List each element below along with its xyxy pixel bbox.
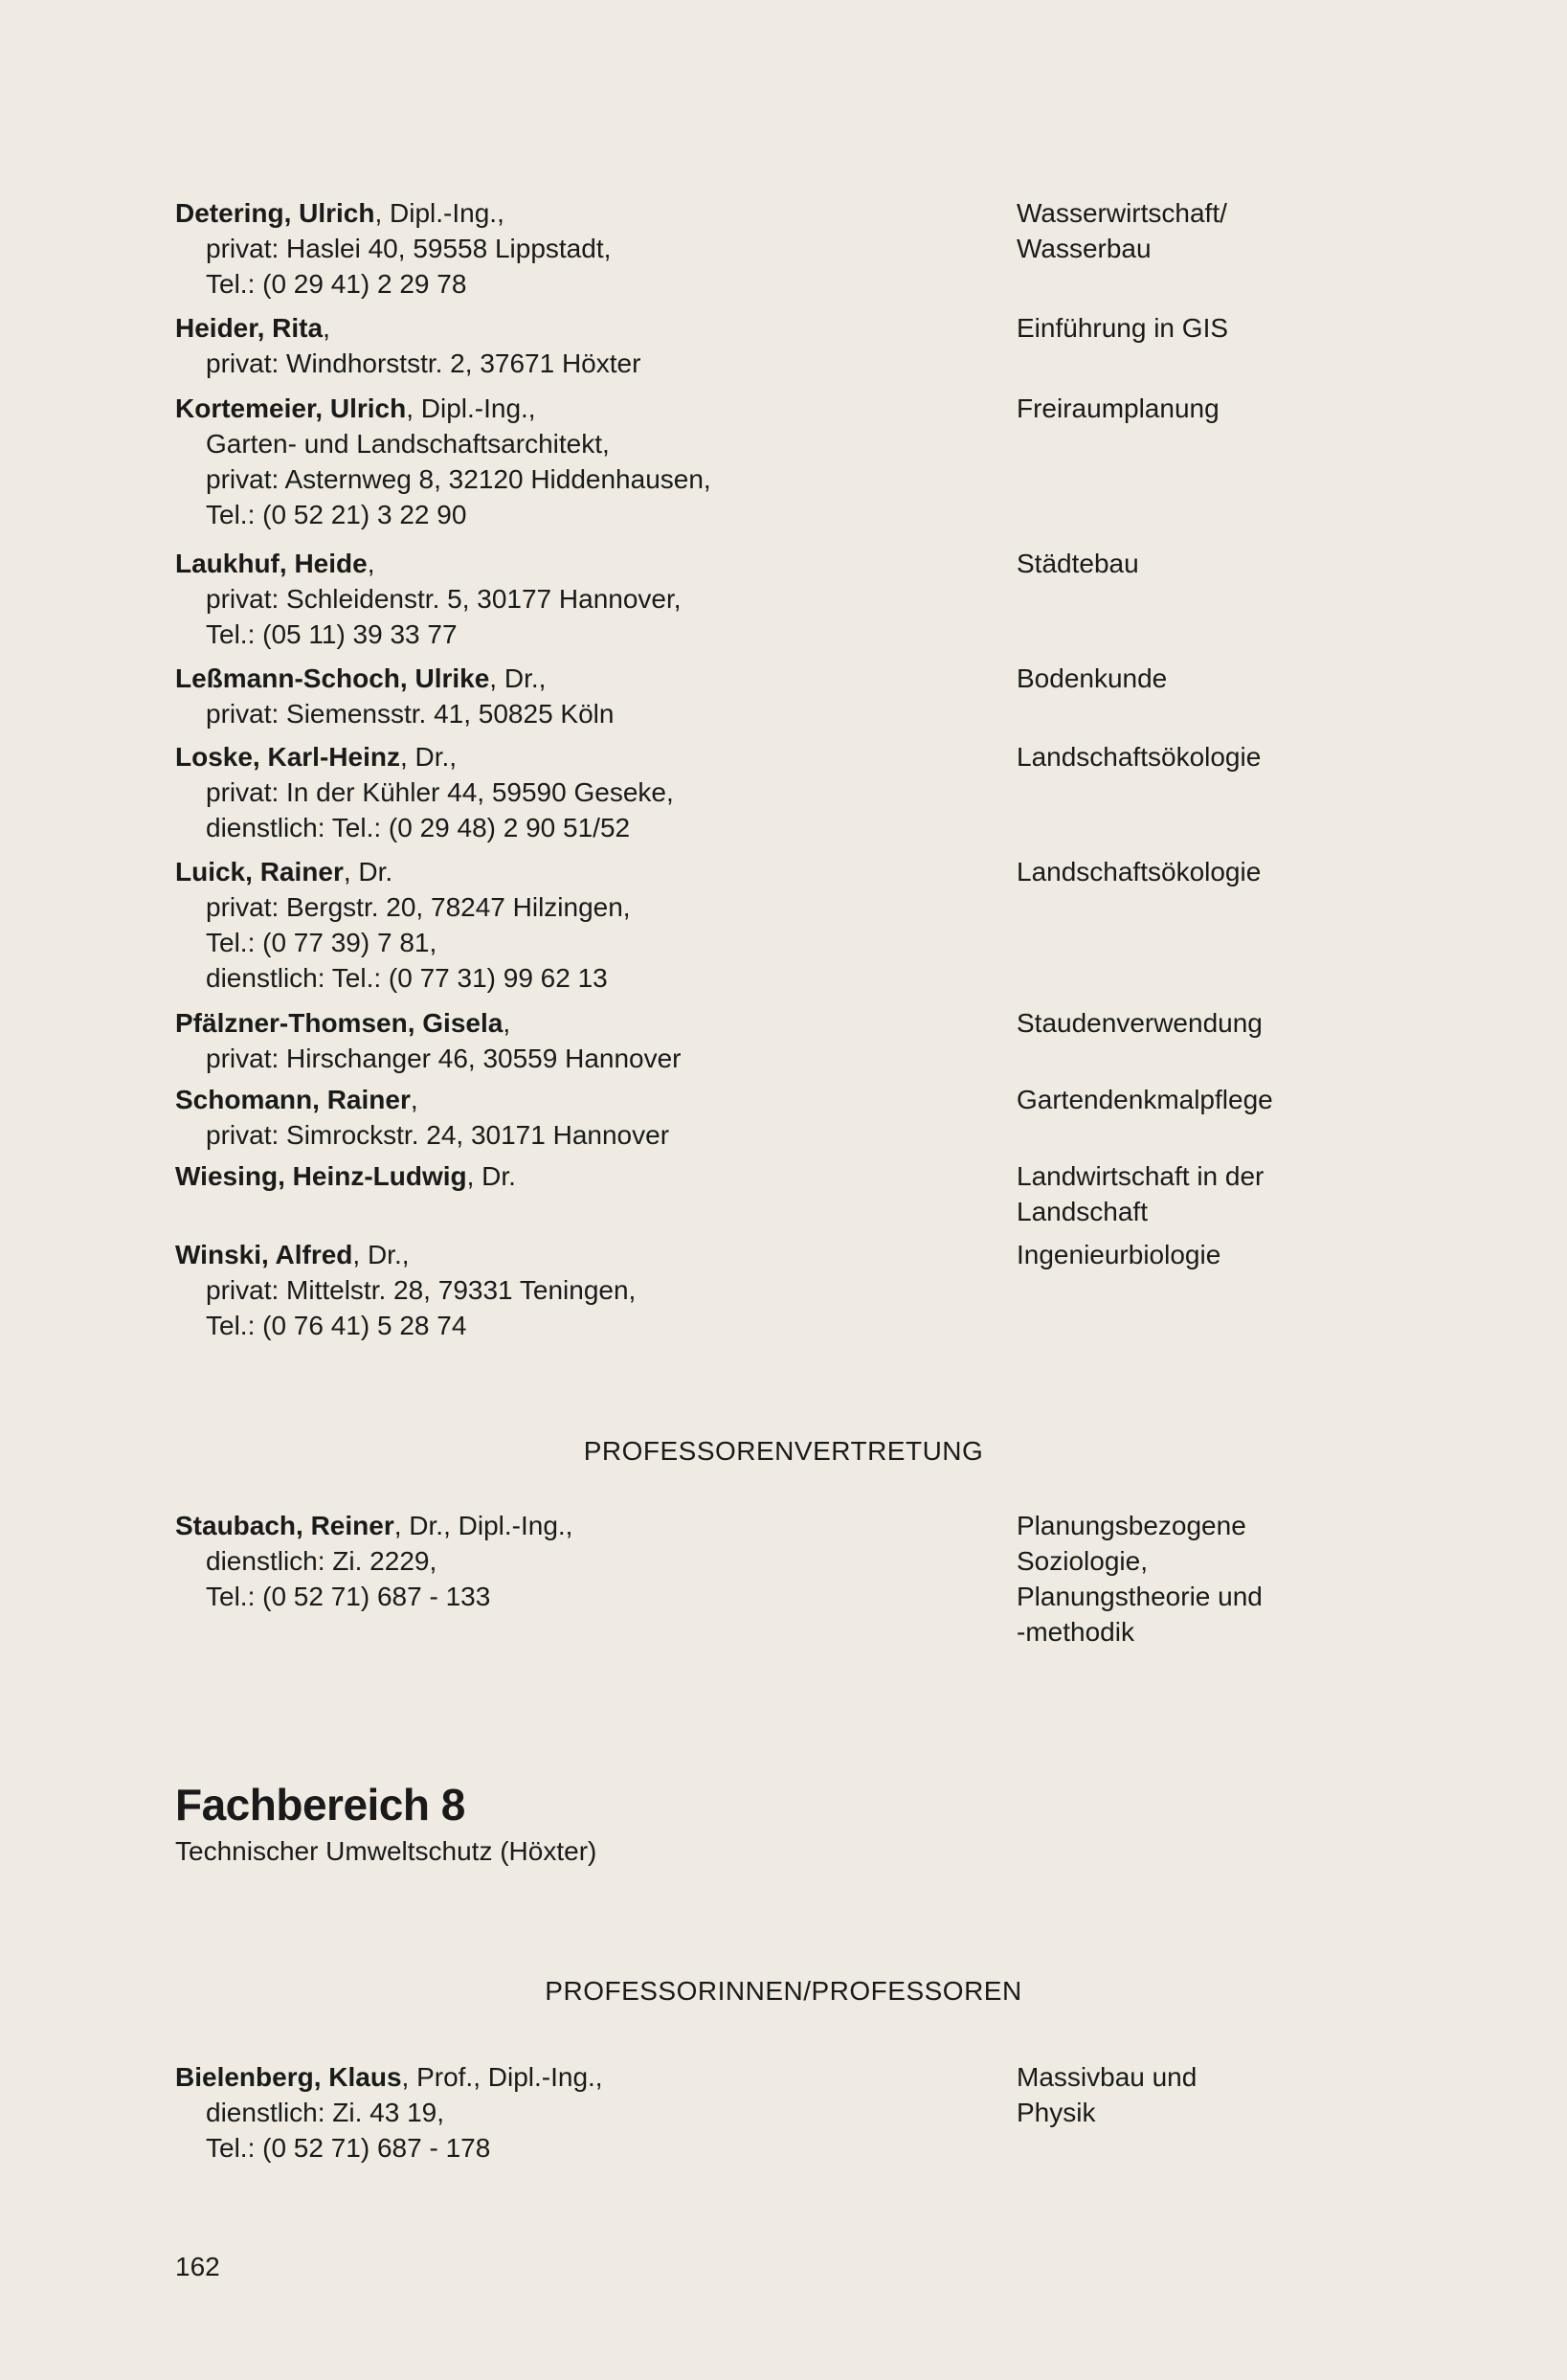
subject-line: Landschaftsökologie <box>1017 742 1262 772</box>
entry-detail-line: privat: Hirschanger 46, 30559 Hannover <box>206 1044 682 1073</box>
directory-entry <box>175 2059 1018 2166</box>
person-title: , Dr. <box>466 1161 516 1191</box>
heading-professorinnen-professoren: PROFESSORINNEN/PROFESSOREN <box>545 1976 1022 2006</box>
directory-entry <box>175 546 1018 652</box>
person-name: Bielenberg, Klaus <box>175 2062 402 2092</box>
subject-area <box>1017 1508 1495 1650</box>
entry-name-line <box>175 2059 1018 2095</box>
entry-name-line <box>175 1237 1018 1272</box>
entry-name-line <box>175 195 1018 231</box>
person-title: , Dr., Dipl.-Ing., <box>393 1511 573 1540</box>
person-name: Leßmann-Schoch, Ulrike <box>175 663 490 693</box>
subject-area <box>1017 310 1495 346</box>
subject-line: Landwirtschaft in der <box>1017 1161 1265 1191</box>
entry-detail-line: dienstlich: Zi. 2229, <box>206 1546 437 1576</box>
entry-detail-line: dienstlich: Tel.: (0 29 48) 2 90 51/52 <box>206 813 631 842</box>
person-title: , Dr., <box>352 1240 410 1269</box>
person-name: Pfälzner-Thomsen, Gisela <box>175 1008 504 1038</box>
entry-detail-line: Tel.: (0 52 71) 687 - 178 <box>206 2133 491 2163</box>
directory-entry <box>175 195 1018 302</box>
person-title: , Dipl.-Ing., <box>406 393 536 423</box>
subject-line: Planungstheorie und <box>1017 1582 1263 1611</box>
subject-line: Freiraumplanung <box>1017 393 1220 423</box>
subject-area <box>1017 1082 1495 1117</box>
entry-detail-line: Garten- und Landschaftsarchitekt, <box>206 429 610 459</box>
person-name: Loske, Karl-Heinz <box>175 742 400 772</box>
subject-area <box>1017 546 1495 581</box>
person-title: , <box>503 1008 511 1038</box>
person-name: Kortemeier, Ulrich <box>175 393 407 423</box>
entry-detail-line: privat: Schleidenstr. 5, 30177 Hannover, <box>206 584 682 614</box>
directory-entry <box>175 739 1018 845</box>
person-name: Schomann, Rainer <box>175 1085 411 1114</box>
entry-detail-line: privat: In der Kühler 44, 59590 Geseke, <box>206 777 674 807</box>
person-title: , Prof., Dipl.-Ing., <box>401 2062 603 2092</box>
directory-entry <box>175 1508 1018 1614</box>
entry-name-line <box>175 739 1018 775</box>
subject-line: Physik <box>1017 2098 1096 2127</box>
entry-detail-line: Tel.: (0 52 21) 3 22 90 <box>206 500 467 529</box>
directory-entry <box>175 391 1018 532</box>
subject-area <box>1017 195 1495 266</box>
directory-entry <box>175 1158 1018 1194</box>
person-name: Staubach, Reiner <box>175 1511 394 1540</box>
subject-line: Ingenieurbiologie <box>1017 1240 1221 1269</box>
subject-area <box>1017 1237 1495 1272</box>
directory-entry <box>175 1005 1018 1076</box>
entry-detail-line: privat: Siemensstr. 41, 50825 Köln <box>206 699 615 729</box>
subject-area <box>1017 2059 1495 2130</box>
subject-line: -methodik <box>1017 1617 1134 1647</box>
directory-entry <box>175 310 1018 381</box>
person-name: Detering, Ulrich <box>175 198 375 228</box>
subject-line: Städtebau <box>1017 549 1139 578</box>
person-name: Heider, Rita <box>175 313 324 343</box>
entry-name-line <box>175 1082 1018 1117</box>
entry-detail-line: Tel.: (0 52 71) 687 - 133 <box>206 1582 491 1611</box>
subject-line: Landschaftsökologie <box>1017 857 1262 887</box>
fachbereich-title: Fachbereich 8 <box>175 1780 465 1830</box>
subject-line: Wasserbau <box>1017 234 1152 263</box>
entry-name-line <box>175 546 1018 581</box>
person-title: , Dr. <box>343 857 393 887</box>
person-title: , <box>367 549 375 578</box>
person-name: Luick, Rainer <box>175 857 344 887</box>
entry-name-line <box>175 391 1018 426</box>
subject-line: Bodenkunde <box>1017 663 1168 693</box>
entry-detail-line: privat: Windhorststr. 2, 37671 Höxter <box>206 348 641 378</box>
subject-area <box>1017 661 1495 696</box>
entry-detail-line: Tel.: (0 77 39) 7 81, <box>206 928 437 957</box>
subject-area <box>1017 854 1495 889</box>
entry-detail-line: privat: Bergstr. 20, 78247 Hilzingen, <box>206 892 631 922</box>
entry-name-line <box>175 310 1018 346</box>
entry-name-line <box>175 1508 1018 1543</box>
subject-area <box>1017 391 1495 426</box>
entry-detail-line: privat: Mittelstr. 28, 79331 Teningen, <box>206 1275 637 1305</box>
entry-detail-line: Tel.: (0 76 41) 5 28 74 <box>206 1311 467 1340</box>
entry-detail-line: Tel.: (05 11) 39 33 77 <box>206 619 458 649</box>
subject-line: Landschaft <box>1017 1197 1148 1226</box>
person-name: Laukhuf, Heide <box>175 549 368 578</box>
entry-name-line <box>175 661 1018 696</box>
entry-detail-line: dienstlich: Zi. 43 19, <box>206 2098 445 2127</box>
directory-entry <box>175 854 1018 996</box>
entry-detail-line: privat: Simrockstr. 24, 30171 Hannover <box>206 1120 670 1150</box>
entry-detail-line: privat: Haslei 40, 59558 Lippstadt, <box>206 234 612 263</box>
subject-line: Soziologie, <box>1017 1546 1148 1576</box>
subject-area <box>1017 739 1495 775</box>
directory-entry <box>175 661 1018 731</box>
entry-name-line <box>175 854 1018 889</box>
subject-line: Planungsbezogene <box>1017 1511 1246 1540</box>
subject-line: Massivbau und <box>1017 2062 1198 2092</box>
person-name: Wiesing, Heinz-Ludwig <box>175 1161 467 1191</box>
person-title: , Dr., <box>489 663 547 693</box>
person-title: , <box>323 313 330 343</box>
person-title: , Dipl.-Ing., <box>374 198 504 228</box>
heading-professorenvertretung: PROFESSORENVERTRETUNG <box>583 1436 984 1466</box>
directory-entry <box>175 1082 1018 1153</box>
page-number: 162 <box>175 2252 220 2281</box>
entry-detail-line: Tel.: (0 29 41) 2 29 78 <box>206 269 467 299</box>
directory-entry <box>175 1237 1018 1343</box>
entry-detail-line: privat: Asternweg 8, 32120 Hiddenhausen, <box>206 464 711 494</box>
person-name: Winski, Alfred <box>175 1240 353 1269</box>
subject-line: Wasserwirtschaft/ <box>1017 198 1227 228</box>
entry-name-line <box>175 1005 1018 1041</box>
entry-detail-line: dienstlich: Tel.: (0 77 31) 99 62 13 <box>206 963 608 993</box>
subject-line: Einführung in GIS <box>1017 313 1229 343</box>
subject-line: Staudenverwendung <box>1017 1008 1263 1038</box>
subject-line: Gartendenkmalpflege <box>1017 1085 1273 1114</box>
subject-area <box>1017 1005 1495 1041</box>
entry-name-line <box>175 1158 1018 1194</box>
person-title: , <box>410 1085 418 1114</box>
person-title: , Dr., <box>399 742 458 772</box>
subject-area <box>1017 1158 1495 1229</box>
fachbereich-subtitle: Technischer Umweltschutz (Höxter) <box>175 1836 597 1866</box>
